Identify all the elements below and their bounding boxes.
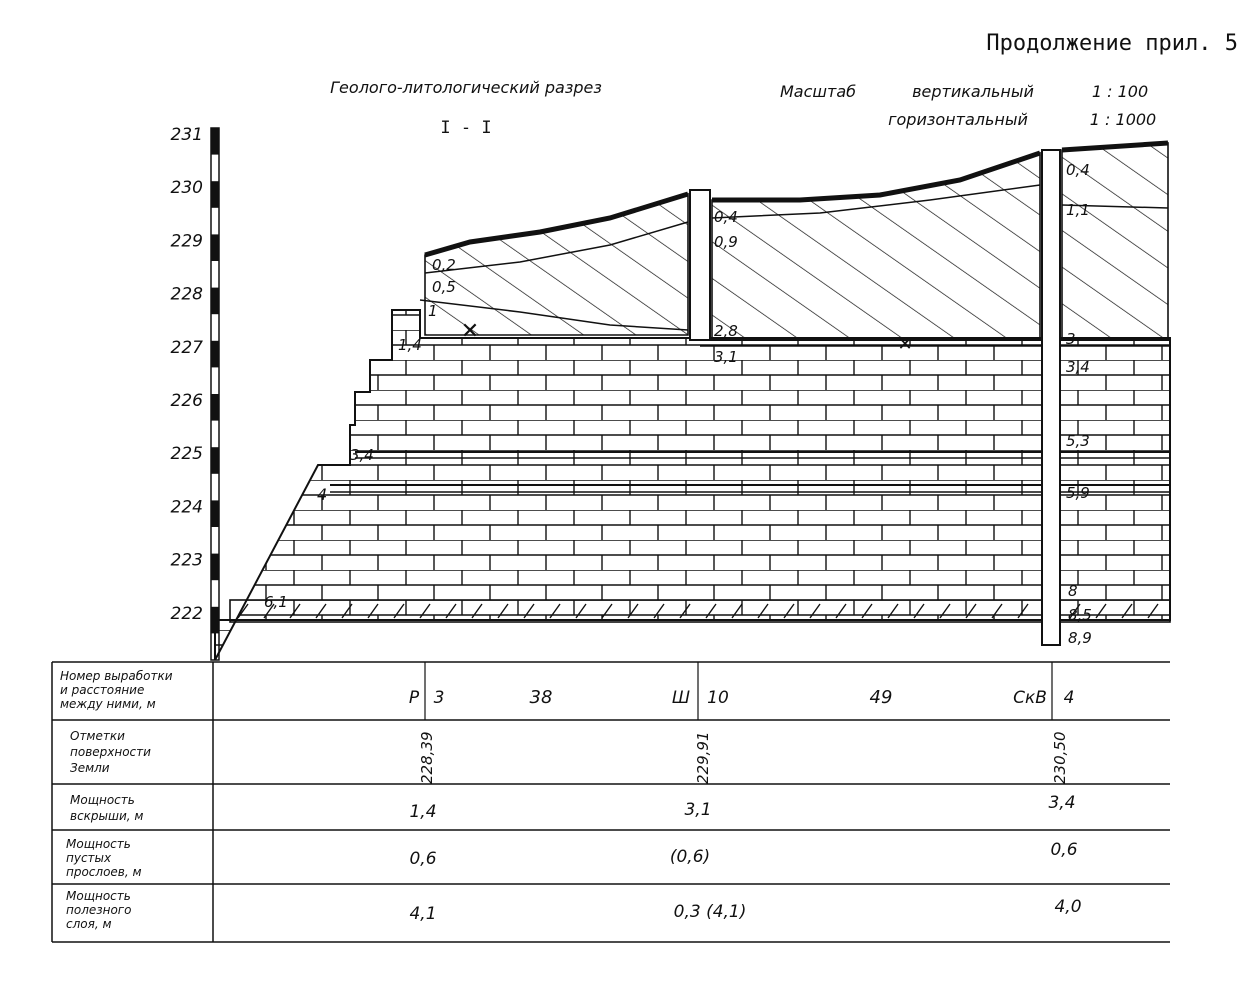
scale-tick-label: 224	[170, 497, 203, 518]
borehole-skv	[1042, 150, 1060, 645]
well-type-r: Р	[408, 688, 420, 708]
loam-layer-middle	[712, 153, 1040, 338]
waste-interlayers-r: 0,6	[409, 849, 437, 869]
scale-tick-label: 225	[170, 444, 203, 465]
surface-mark-skv: 230,50	[1051, 731, 1069, 784]
scale-tick-label: 222	[170, 603, 203, 624]
depth-label: 6,1	[264, 593, 288, 611]
scale-tick-label: 227	[170, 337, 203, 358]
depth-label: 8	[1068, 582, 1078, 600]
scale-tick-label: 223	[170, 550, 203, 571]
waste-interlayers-sh: (0,6)	[669, 847, 711, 867]
scale-label: Масштаб	[779, 82, 857, 101]
scale-vertical-label: вертикальный	[912, 82, 1034, 101]
depth-label: 0,2	[432, 256, 456, 274]
distance-r-sh: 38	[529, 687, 553, 708]
scale-tick-label: 229	[170, 231, 203, 252]
scale-tick-label: 231	[170, 125, 203, 145]
useful-layer-r: 4,1	[409, 904, 437, 924]
pit-shaft-sh	[690, 190, 710, 340]
scale-bar-segment	[211, 394, 219, 421]
section-table	[52, 662, 1170, 942]
depth-label: 2,8	[714, 322, 738, 340]
useful-layer-sh: 0,3 (4,1)	[673, 902, 747, 922]
depth-label: 3	[1066, 330, 1076, 348]
scale-bar-segment	[211, 447, 219, 474]
useful-layer-skv: 4,0	[1054, 897, 1082, 917]
scale-bar-segment	[211, 500, 219, 527]
water-level-mark-1: ✕	[460, 319, 480, 344]
section-id: I - I	[440, 118, 492, 138]
depth-label: 4	[317, 485, 328, 504]
depth-label: 8,5	[1068, 606, 1092, 624]
scale-bar-segment	[211, 288, 219, 315]
row-header-well-distance: Номер выработки и расстояние между ними, м	[60, 669, 173, 711]
depth-label: 3,4	[350, 446, 374, 464]
vertical-scale-bar	[171, 125, 219, 660]
loam-layer-left	[425, 194, 688, 335]
scale-horizontal-value: 1 : 1000	[1089, 110, 1157, 129]
well-number-skv: 4	[1063, 688, 1075, 708]
depth-label: 5,9	[1066, 484, 1090, 502]
surface-mark-sh: 229,91	[694, 731, 712, 784]
clay-bottom-layer	[230, 600, 1170, 622]
water-level-mark-2: ✕	[897, 334, 913, 355]
distance-sh-skv: 49	[869, 687, 893, 708]
overburden-r: 1,4	[409, 802, 437, 822]
waste-interlayers-skv: 0,6	[1050, 840, 1078, 860]
depth-label: 3,1	[714, 348, 738, 366]
depth-label: 1,4	[398, 336, 422, 354]
scale-tick-label: 226	[170, 391, 203, 411]
depth-label: 0,4	[1066, 161, 1090, 179]
row-header-overburden: Мощность вскрыши, м	[70, 793, 144, 823]
well-type-sh: Ш	[671, 688, 691, 708]
depth-label: 1	[428, 302, 438, 320]
depth-label: 0,4	[714, 208, 738, 226]
depth-label: 3,4	[1066, 358, 1090, 376]
depth-label: 8,9	[1068, 629, 1092, 647]
section-drawing	[215, 143, 1170, 660]
scale-bar-segment	[211, 181, 219, 208]
overburden-sh: 3,1	[684, 800, 712, 820]
scale-tick-label: 230	[170, 178, 203, 199]
surface-mark-r: 228,39	[418, 731, 436, 784]
overburden-skv: 3,4	[1048, 793, 1076, 813]
well-number-r: 3	[433, 688, 445, 708]
row-header-waste-interlayers: Мощность пустых прослоев, м	[66, 837, 142, 879]
depth-label: 0,9	[714, 233, 738, 251]
scale-bar-segment	[211, 128, 219, 155]
scale-bar-segment	[211, 234, 219, 261]
scale-horizontal-label: горизонтальный	[888, 110, 1028, 129]
row-header-surface-marks: Отметки поверхности Земли	[70, 729, 151, 775]
row-header-useful-layer: Мощность полезного слоя, м	[66, 889, 132, 931]
scale-bar-segment	[211, 554, 219, 581]
well-type-skv: СкВ	[1013, 688, 1047, 708]
depth-label: 5,3	[1066, 432, 1090, 450]
scale-vertical-value: 1 : 100	[1091, 82, 1149, 101]
depth-label: 1,1	[1066, 201, 1090, 219]
well-number-sh: 10	[707, 688, 729, 708]
depth-label: 0,5	[432, 278, 456, 296]
scale-tick-label: 228	[170, 284, 203, 305]
scale-bar-segment	[211, 341, 219, 368]
section-title: Геолого-литологический разрез	[330, 78, 602, 97]
appendix-note: Продолжение прил. 5	[986, 31, 1238, 56]
